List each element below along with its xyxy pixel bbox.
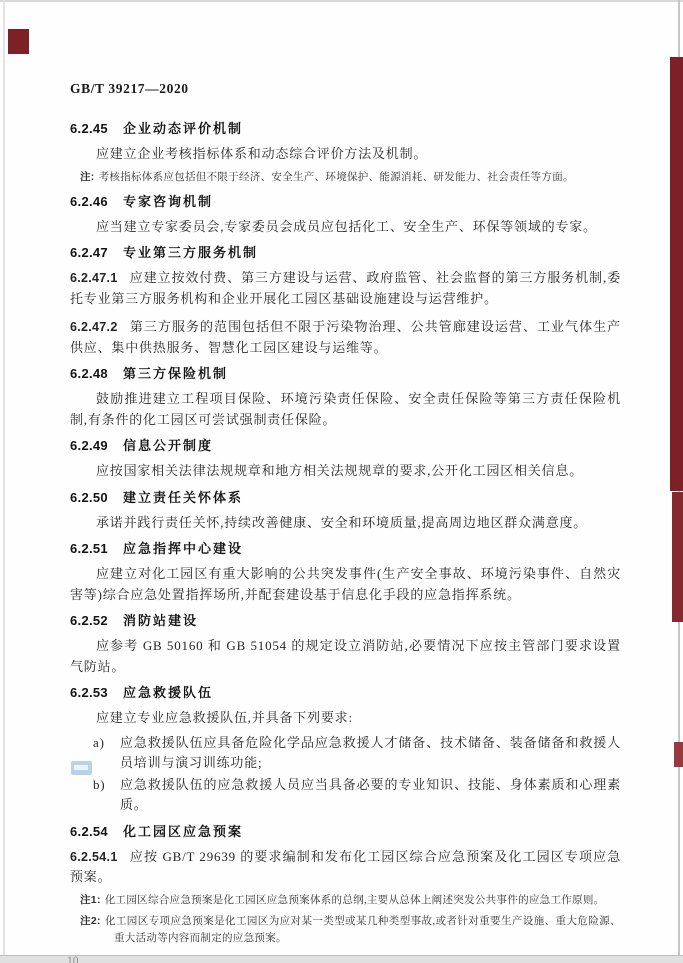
- page-top-border: [0, 0, 683, 2]
- clause-number: 6.2.46: [70, 193, 108, 209]
- note-label: 注2:: [80, 914, 101, 927]
- clause-heading-6-2-51: [70, 542, 621, 556]
- list-item-b: [70, 775, 621, 816]
- note: [70, 169, 621, 186]
- clause-number: 6.2.50: [70, 489, 108, 505]
- clause-heading-6-2-46: [70, 195, 621, 209]
- subclause-number: 6.2.47.1: [70, 271, 118, 285]
- note-label: 注1:: [80, 893, 101, 906]
- subclause-text: 应按 GB/T 29639 的要求编制和发布化工园区综合应急预案及化工园区专项应急预案。: [70, 848, 621, 884]
- document-content: [67, 81, 621, 963]
- list-item-text: 应急救援队伍应具备危险化学品应急救援人才储备、技术储备、装备储备和救援人员培训与演习训练功能;: [120, 734, 621, 770]
- clause-number: 6.2.51: [70, 541, 108, 556]
- subclause-number: 6.2.54.1: [70, 849, 118, 864]
- clause-title: 信息公开制度: [122, 438, 213, 453]
- clause-number: 6.2.54: [70, 823, 108, 839]
- scan-red-strip-right-3: [674, 742, 683, 767]
- subclause-6-2-47-2: [70, 317, 621, 358]
- paragraph: 应建立专业应急救援队伍,并具备下列要求:: [96, 710, 353, 725]
- subclause-6-2-47-1: [70, 268, 621, 309]
- paragraph: 应按国家相关法律法规规章和地方相关法规规章的要求,公开化工园区相关信息。: [96, 463, 584, 478]
- clause-heading-6-2-54: [70, 825, 621, 839]
- clause-title: 第三方保险机制: [122, 366, 228, 381]
- page-number: 10: [67, 954, 79, 963]
- subclause-text: 第三方服务的范围包括但不限于污染物治理、公共管廊建设运营、工业气体生产供应、集中供热服务、智慧化工园区建设与运维等。: [70, 319, 621, 355]
- note-2: [70, 913, 621, 947]
- clause-heading-6-2-52: [70, 614, 621, 628]
- clause-heading-6-2-48: [70, 367, 621, 381]
- paragraph: 承诺并践行责任关怀,持续改善健康、安全和环境质量,提高周边地区群众满意度。: [96, 514, 588, 530]
- list-item-a: [70, 733, 621, 774]
- list-item-label: b): [93, 776, 106, 792]
- clause-title: 专业第三方服务机制: [122, 245, 258, 260]
- clause-number: 6.2.47: [70, 245, 108, 260]
- clause-heading-6-2-49: [70, 439, 621, 453]
- clause-number: 6.2.49: [70, 438, 108, 453]
- clause-heading-6-2-45: [70, 122, 621, 136]
- list-item-text: 应急救援队伍的应急救援人员应当具备必要的专业知识、技能、身体素质和心理素质。: [120, 776, 621, 812]
- clause-title: 企业动态评价机制: [122, 121, 243, 136]
- standard-code: GB/T 39217—2020: [70, 81, 189, 96]
- list-item-label: a): [93, 734, 105, 750]
- note-label: 注:: [80, 170, 95, 183]
- clause-heading-6-2-47: [70, 246, 621, 260]
- clause-title: 建立责任关怀体系: [122, 489, 243, 505]
- clause-number: 6.2.53: [70, 685, 108, 700]
- note-text: 化工园区专项应急预案是化工园区为应对某一类型或某几种类型事故,或者针对重要生产设施、重大危险源、重大活动等内容而制定的应急预案。: [104, 915, 621, 944]
- note-1: [70, 892, 621, 909]
- subclause-6-2-54-1: [70, 847, 621, 888]
- clause-number: 6.2.45: [70, 121, 108, 136]
- clause-title: 专家咨询机制: [122, 193, 213, 209]
- clause-heading-6-2-53: [70, 686, 621, 700]
- paragraph: 应参考 GB 50160 和 GB 51054 的规定设立消防站,必要情况下应按主管部门要求设置气防站。: [70, 638, 621, 674]
- clause-title: 消防站建设: [122, 613, 198, 628]
- subclause-number: 6.2.47.2: [70, 320, 118, 334]
- scan-red-mark-top-left: [8, 29, 29, 54]
- clause-number: 6.2.48: [70, 366, 108, 381]
- note-text: 化工园区综合应急预案是化工园区应急预案体系的总纲,主要从总体上阐述突发公共事件的应急工作原则。: [104, 894, 605, 906]
- clause-number: 6.2.52: [70, 613, 108, 628]
- paragraph: 应建立企业考核指标体系和动态综合评价方法及机制。: [96, 146, 428, 161]
- note-text: 考核指标体系应包括但不限于经济、安全生产、环境保护、能源消耗、研发能力、社会责任等方面。: [98, 171, 574, 183]
- clause-heading-6-2-50: [70, 491, 621, 505]
- page-left-border: [3, 0, 5, 963]
- subclause-text: 应建立按效付费、第三方建设与运营、政府监管、社会监督的第三方服务机制,委托专业第三方服务机构和企业开展化工园区基础设施建设与运营维护。: [70, 270, 621, 306]
- scan-red-strip-right-1: [670, 57, 683, 491]
- paragraph: 应建立对化工园区有重大影响的公共突发事件(生产安全事故、环境污染事件、自然灾害等)综合应急处置指挥场所,并配套建设基于信息化手段的应急指挥系统。: [70, 566, 621, 602]
- paragraph: 鼓励推进建立工程项目保险、环境污染责任保险、安全责任保险等第三方责任保险机制,有条件的化工园区可尝试强制责任保险。: [70, 391, 621, 427]
- clause-title: 应急救援队伍: [122, 685, 213, 700]
- clause-title: 化工园区应急预案: [122, 823, 243, 839]
- paragraph: 应当建立专家委员会,专家委员会成员应包括化工、安全生产、环保等领域的专家。: [96, 218, 597, 234]
- clause-title: 应急指挥中心建设: [122, 541, 243, 556]
- scan-red-strip-right-2: [672, 492, 683, 622]
